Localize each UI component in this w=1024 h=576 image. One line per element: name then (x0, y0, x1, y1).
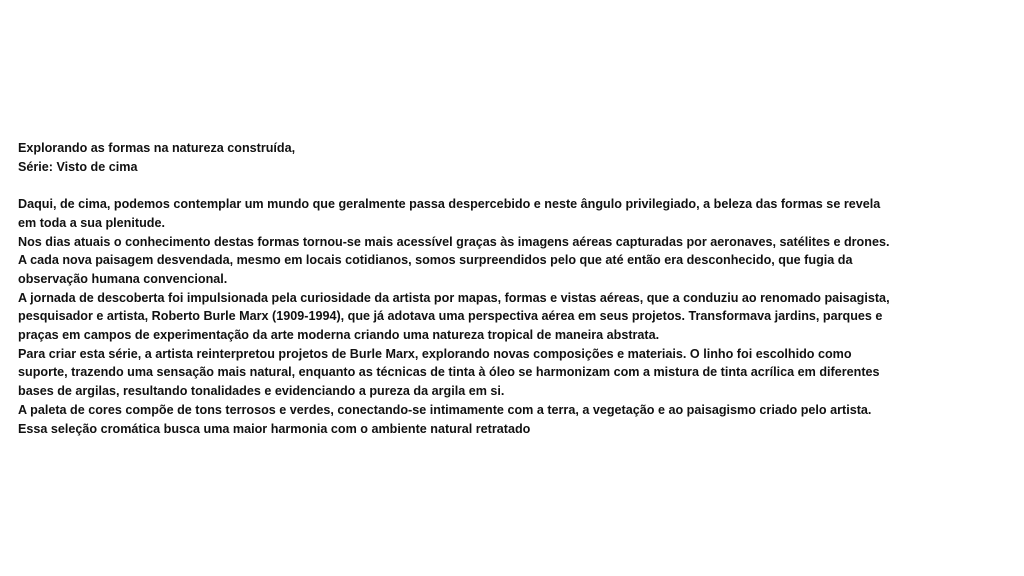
series-title: Série: Visto de cima (18, 159, 138, 174)
text-line: A cada nova paisagem desvendada, mesmo em locais cotidianos, somos surpreendidos pelo que até então era desconhecido, que fugia da (18, 253, 853, 268)
text-line: Essa seleção cromática busca uma maior harmonia com o ambiente natural retratado (18, 421, 531, 436)
text-line: pesquisador e artista, Roberto Burle Marx (1909-1994), que já adotava uma perspectiva aérea em seus projetos. Transformava jardins, parques e (18, 309, 883, 324)
text-line: A jornada de descoberta foi impulsionada pela curiosidade da artista por mapas, formas e vistas aéreas, que a conduziu ao renomado paisagista, (18, 290, 890, 305)
text-line: em toda a sua plenitude. (18, 215, 165, 230)
text-line: Daqui, de cima, podemos contemplar um mundo que geralmente passa despercebido e neste ângulo privilegiado, a beleza das formas se revela (18, 197, 881, 212)
document-heading: Explorando as formas na natureza construída, (18, 141, 296, 155)
text-line: praças em campos de experimentação da arte moderna criando uma natureza tropical de maneira abstrata. (18, 328, 660, 343)
text-line: observação humana convencional. (18, 271, 228, 286)
text-line: bases de argilas, resultando tonalidades e evidenciando a pureza da argila em si. (18, 384, 505, 399)
paragraph-gap (18, 176, 948, 195)
text-line: suporte, trazendo uma sensação mais natural, enquanto as técnicas de tinta à óleo se harmonizam com a mistura de tinta acrílica em diferentes (18, 365, 880, 380)
text-line: Nos dias atuais o conhecimento destas formas tornou-se mais acessível graças às imagens aéreas capturadas por aeronaves, satélites e drones. (18, 234, 890, 249)
text-line: A paleta de cores compõe de tons terrosos e verdes, conectando-se intimamente com a terra, a vegetação e ao paisagismo criado pelo artista. (18, 402, 872, 417)
text-line: Para criar esta série, a artista reinterpretou projetos de Burle Marx, explorando novas composições e materiais. O linho foi escolhido como (18, 346, 852, 361)
document-text (18, 139, 948, 438)
